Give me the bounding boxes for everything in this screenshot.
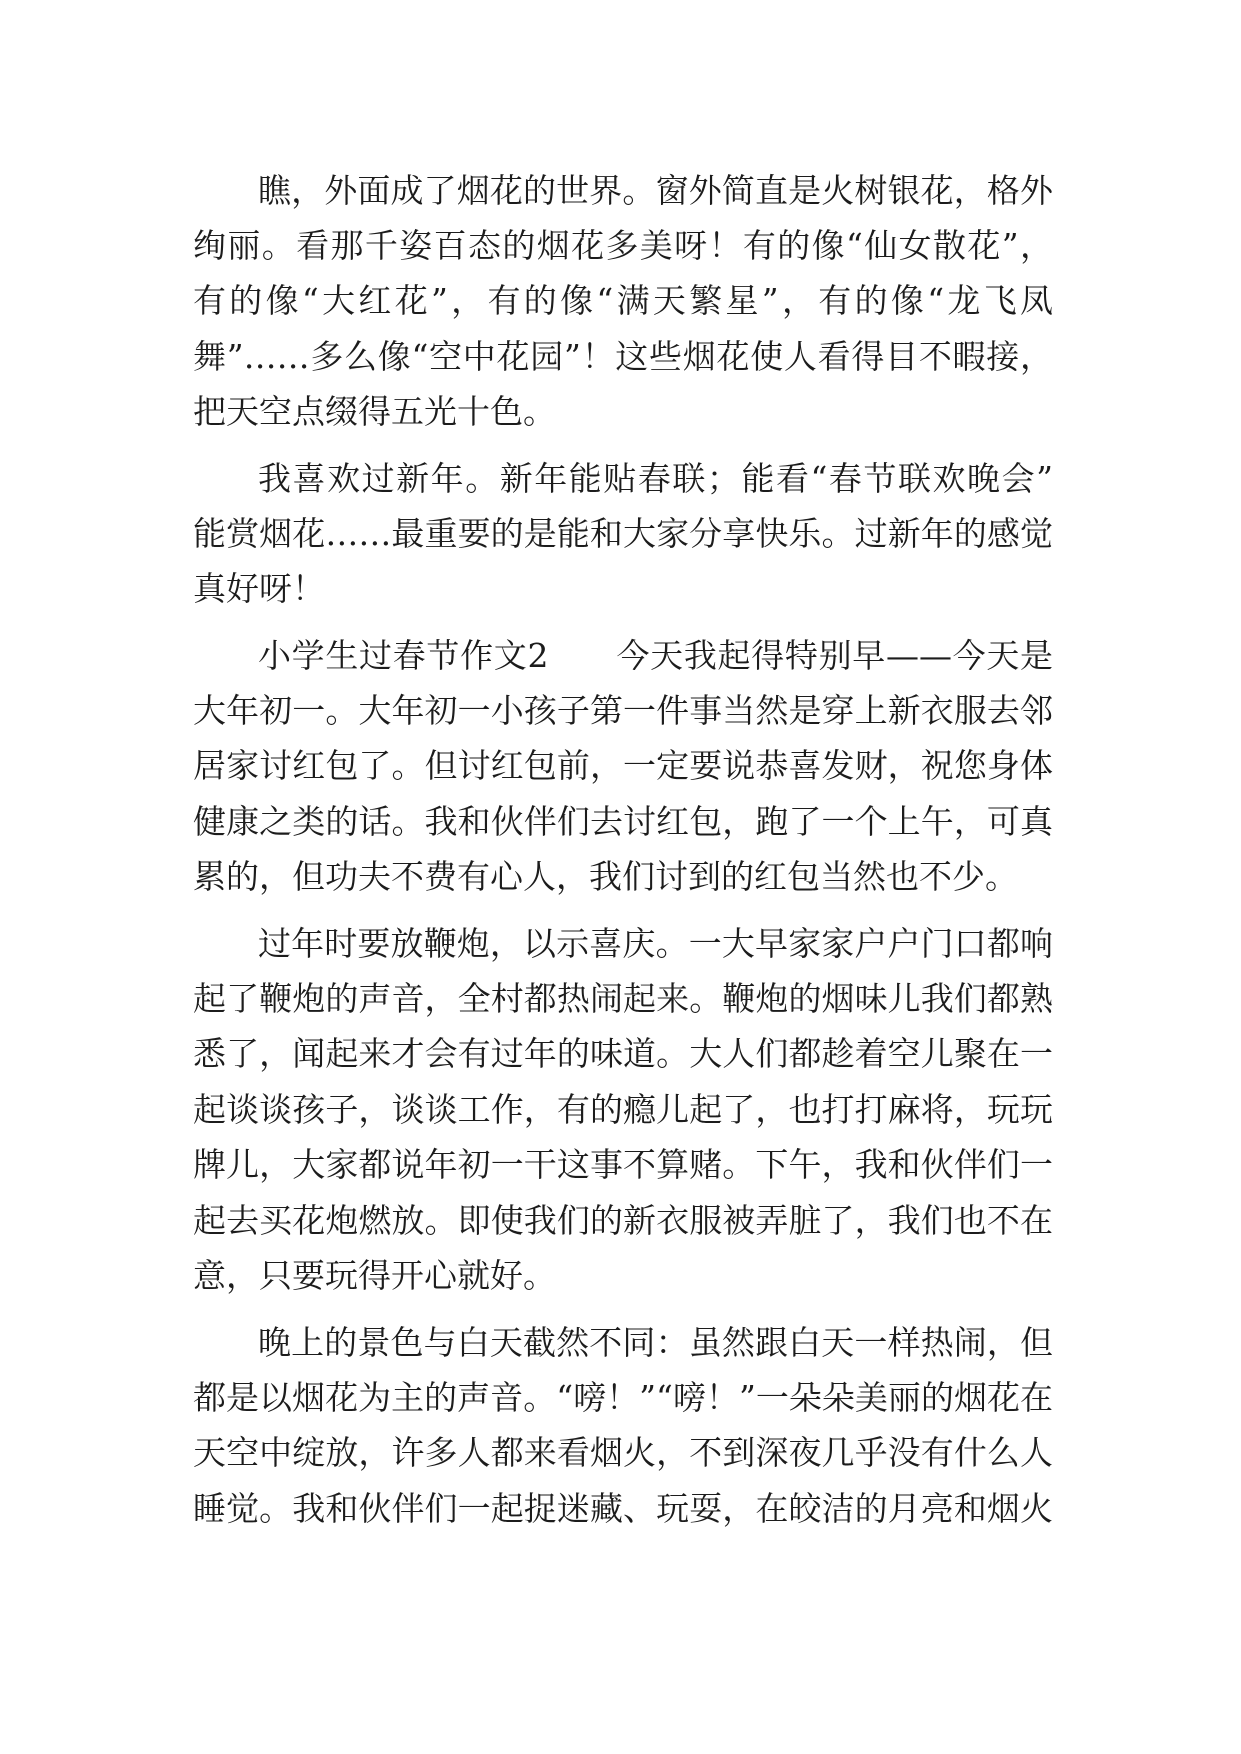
text-line: 睡觉。我和伙伴们一起捉迷藏、玩耍，在皎洁的月亮和烟火 (193, 1489, 1053, 1528)
text-line: 天空中绽放，许多人都来看烟火，不到深夜几乎没有什么人 (193, 1433, 1053, 1472)
text-line: 舞”……多么像“空中花园”！这些烟花使人看得目不暇接， (193, 337, 1053, 376)
text-line: 过年时要放鞭炮，以示喜庆。一大早家家户户门口都响 (258, 924, 1053, 963)
text-line: 起了鞭炮的声音，全村都热闹起来。鞭炮的烟味儿我们都熟 (193, 979, 1053, 1018)
text-line: 悉了，闻起来才会有过年的味道。大人们都趁着空儿聚在一 (193, 1034, 1053, 1073)
text-line: 我喜欢过新年。新年能贴春联；能看“春节联欢晚会” (258, 459, 1053, 498)
text-line: 大年初一。大年初一小孩子第一件事当然是穿上新衣服去邻 (193, 691, 1053, 730)
text-line: 有的像“大红花”，有的像“满天繁星”，有的像“龙飞凤 (193, 281, 1053, 320)
text-line: 小学生过春节作文2 今天我起得特别早——今天是 (258, 636, 1053, 675)
text-line: 牌儿，大家都说年初一干这事不算赌。下午，我和伙伴们一 (193, 1145, 1053, 1184)
text-line: 健康之类的话。我和伙伴们去讨红包，跑了一个上午，可真 (193, 802, 1053, 841)
text-line: 能赏烟花……最重要的是能和大家分享快乐。过新年的感觉 (193, 514, 1053, 553)
text-line: 意，只要玩得开心就好。 (193, 1256, 556, 1295)
text-line: 起谈谈孩子，谈谈工作，有的瘾儿起了，也打打麻将，玩玩 (193, 1090, 1053, 1129)
text-line: 把天空点缀得五光十色。 (193, 392, 556, 431)
text-line: 晚上的景色与白天截然不同：虽然跟白天一样热闹，但 (258, 1323, 1053, 1362)
text-line: 居家讨红包了。但讨红包前，一定要说恭喜发财，祝您身体 (193, 746, 1053, 785)
text-line: 累的，但功夫不费有心人，我们讨到的红包当然也不少。 (193, 857, 1018, 896)
text-line: 起去买花炮燃放。即使我们的新衣服被弄脏了，我们也不在 (193, 1201, 1053, 1240)
text-line: 绚丽。看那千姿百态的烟花多美呀！有的像“仙女散花”， (193, 226, 1053, 265)
text-line: 都是以烟花为主的声音。“嗙！”“嗙！”一朵朵美丽的烟花在 (193, 1378, 1053, 1417)
text-line: 真好呀！ (193, 569, 325, 608)
text-line: 瞧，外面成了烟花的世界。窗外简直是火树银花，格外 (258, 171, 1053, 210)
